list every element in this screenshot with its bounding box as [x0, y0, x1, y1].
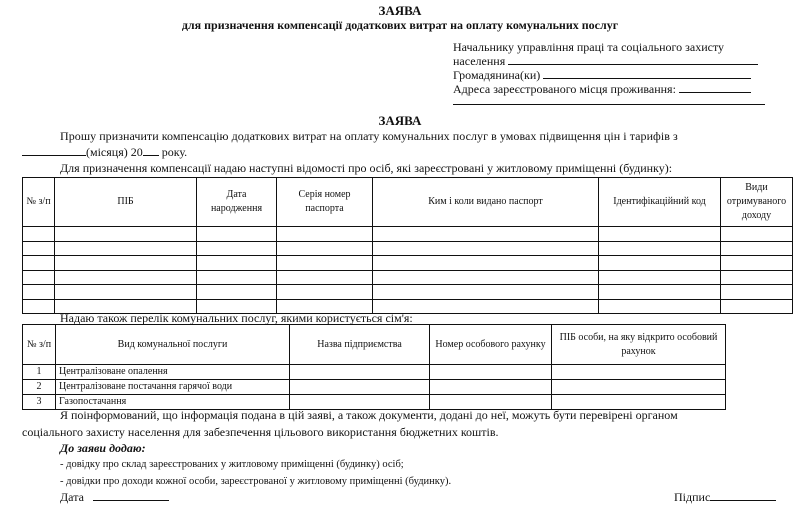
table-row: [23, 270, 793, 285]
request-line2: [22, 145, 187, 160]
year-suffix-label: року.: [161, 145, 188, 159]
persons-table: [22, 177, 793, 314]
form-subtitle: для призначення компенсації додаткових витрат на оплату комунальних послуг: [181, 18, 619, 32]
signature-line: [674, 490, 776, 505]
person-cell[interactable]: [373, 241, 599, 256]
person-cell[interactable]: [599, 256, 721, 271]
person-cell[interactable]: [55, 227, 197, 242]
table-row: [23, 365, 726, 380]
attachment-item-2: - довідки про доходи кожної особи, зареєстрованої у житловому приміщенні (будинку).: [60, 476, 452, 487]
person-cell[interactable]: [277, 241, 373, 256]
person-cell[interactable]: [599, 299, 721, 314]
col-income-types-header: Види отримуваного доходу: [721, 178, 793, 227]
table-row: [23, 380, 726, 395]
person-cell[interactable]: [23, 256, 55, 271]
table-row: [23, 256, 793, 271]
person-cell[interactable]: [23, 285, 55, 300]
person-cell[interactable]: [721, 270, 793, 285]
date-label: Дата: [60, 490, 84, 504]
signature-label: Підпис: [674, 490, 711, 504]
svc-col-holder-header: ПІБ особи, на яку відкрито особовий рахунок: [552, 325, 726, 365]
person-cell[interactable]: [373, 270, 599, 285]
service-name: Централізоване постачання гарячої води: [56, 380, 290, 395]
address-label: Адреса зареєстрованого місця проживання:: [453, 82, 676, 96]
person-cell[interactable]: [197, 270, 277, 285]
person-cell[interactable]: [197, 285, 277, 300]
service-account-cell[interactable]: [430, 380, 552, 395]
col-name-header: ПІБ: [55, 178, 197, 227]
person-cell[interactable]: [23, 270, 55, 285]
person-cell[interactable]: [599, 270, 721, 285]
addressee-line1: Начальнику управління праці та соціального захисту: [453, 40, 725, 54]
date-field[interactable]: [93, 500, 169, 501]
informed-line2: соціального захисту населення для забезпечення цільового використання бюджетних коштів.: [22, 425, 499, 439]
person-cell[interactable]: [599, 241, 721, 256]
person-cell[interactable]: [55, 241, 197, 256]
service-number: 2: [23, 380, 56, 395]
start-month-field[interactable]: [22, 155, 86, 156]
person-cell[interactable]: [197, 241, 277, 256]
col-tax-id-header: Ідентифікаційний код: [599, 178, 721, 227]
informed-line1: Я поінформований, що інформація подана в цій заяві, а також документи, додані до неї, можуть бути перевірені органом: [60, 408, 678, 422]
person-cell[interactable]: [721, 227, 793, 242]
request-line1: Прошу призначити компенсацію додаткових витрат на оплату комунальних послуг в умовах підвищення цін і тарифів з: [60, 129, 678, 143]
person-cell[interactable]: [23, 227, 55, 242]
person-cell[interactable]: [373, 256, 599, 271]
person-cell[interactable]: [373, 285, 599, 300]
persons-intro: Для призначення компенсації надаю наступні відомості про осіб, які зареєстровані у житловому приміщенні (будинку):: [60, 161, 673, 175]
signature-field[interactable]: [710, 500, 776, 501]
month-year-label: (місяця) 20: [86, 145, 143, 159]
citizen-label: Громадянина(ки): [453, 68, 541, 82]
person-cell[interactable]: [55, 256, 197, 271]
citizen-name-field[interactable]: [543, 78, 751, 79]
svc-col-company-header: Назва підприємства: [290, 325, 430, 365]
person-cell[interactable]: [277, 270, 373, 285]
addressee-population-label: населення: [453, 54, 506, 68]
statement-title: ЗАЯВА: [378, 113, 422, 128]
person-cell[interactable]: [277, 285, 373, 300]
col-number-header: № з/п: [23, 178, 55, 227]
person-cell[interactable]: [23, 241, 55, 256]
person-cell[interactable]: [277, 256, 373, 271]
table-row: [23, 227, 793, 242]
start-year-field[interactable]: [143, 155, 159, 156]
table-row: [23, 241, 793, 256]
person-cell[interactable]: [599, 285, 721, 300]
person-cell[interactable]: [373, 227, 599, 242]
person-cell[interactable]: [721, 241, 793, 256]
service-number: 3: [23, 395, 56, 410]
service-holder-cell[interactable]: [552, 380, 726, 395]
svc-col-account-header: Номер особового рахунку: [430, 325, 552, 365]
person-cell[interactable]: [721, 285, 793, 300]
service-company-cell[interactable]: [290, 365, 430, 380]
person-cell[interactable]: [599, 227, 721, 242]
form-title: ЗАЯВА: [378, 3, 422, 18]
person-cell[interactable]: [721, 256, 793, 271]
person-cell[interactable]: [197, 227, 277, 242]
addressee-department-field[interactable]: [508, 64, 758, 65]
person-cell[interactable]: [277, 227, 373, 242]
address-field-part2[interactable]: [453, 104, 765, 105]
services-header-row: [23, 325, 726, 365]
address-field-part1[interactable]: [679, 92, 751, 93]
services-table: [22, 324, 726, 410]
citizen-line: [453, 68, 751, 83]
service-company-cell[interactable]: [290, 380, 430, 395]
person-cell[interactable]: [55, 270, 197, 285]
person-cell[interactable]: [197, 256, 277, 271]
attachment-item-1: - довідку про склад зареєстрованих у житловому приміщенні (будинку) осіб;: [60, 459, 404, 470]
service-holder-cell[interactable]: [552, 365, 726, 380]
svc-col-service-header: Вид комунальної послуги: [56, 325, 290, 365]
table-row: [23, 285, 793, 300]
person-cell[interactable]: [55, 285, 197, 300]
service-number: 1: [23, 365, 56, 380]
attachments-heading: До заяви додаю:: [60, 441, 146, 455]
service-name: Газопостачання: [56, 395, 290, 410]
address-line: [453, 82, 751, 97]
service-name: Централізоване опалення: [56, 365, 290, 380]
col-birthdate-header: Дата народження: [197, 178, 277, 227]
col-passport-issued-header: Ким і коли видано паспорт: [373, 178, 599, 227]
svc-col-number-header: № з/п: [23, 325, 56, 365]
service-account-cell[interactable]: [430, 365, 552, 380]
date-line: [60, 490, 169, 505]
persons-header-row: [23, 178, 793, 227]
addressee-line2: [453, 54, 758, 69]
services-intro: Надаю також перелік комунальних послуг, якими користується сім'я:: [60, 311, 413, 325]
col-passport-header: Серія номер паспорта: [277, 178, 373, 227]
person-cell[interactable]: [23, 299, 55, 314]
person-cell[interactable]: [721, 299, 793, 314]
